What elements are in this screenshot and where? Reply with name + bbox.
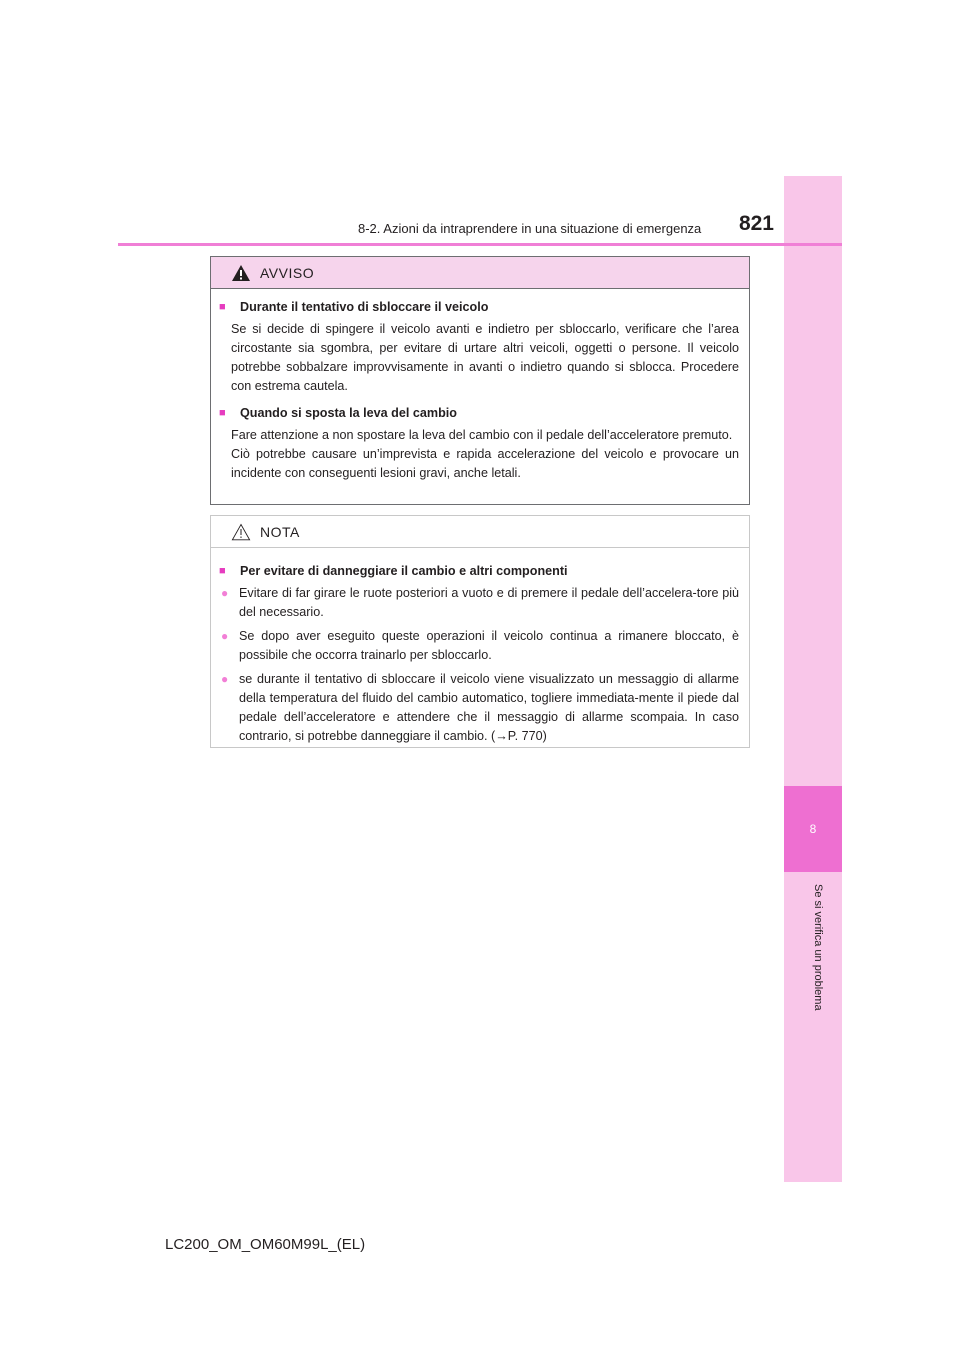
document-code: LC200_OM_OM60M99L_(EL)	[165, 1236, 366, 1253]
note-body	[211, 548, 749, 746]
warning-paragraph: Fare attenzione a non spostare la leva del cambio con il pedale dell’acceleratore premuto.	[231, 428, 733, 442]
warning-paragraph: Se si decide di spingere il veicolo avanti e indietro per sbloccarlo, verificare che l’area circostante sia sgombra, per evitare di urtare altri veicoli, oggetti o persone. Il veicolo potrebbe sobbalzare improvvisamente in avanti o indietro quando si sblocca. Procedere con estrema cautela.	[231, 322, 739, 393]
chapter-number-tab[interactable]: 8	[784, 786, 842, 872]
circle-bullet-icon: ●	[221, 586, 229, 600]
square-bullet-icon: ■	[219, 301, 226, 313]
note-header	[211, 516, 749, 548]
list-item: ● se durante il tentativo di sbloccare il veicolo viene visualizzato un messaggio di allarme della temperatura del fluido del cambio automatico, togliere immediata-mente il piede dal pedale dell’acceleratore e attendere che il messaggio di allarme scompaia. In caso contrario, si potrebbe danneggiare il cambio. (→P. 770)	[219, 670, 739, 746]
warning-section-title: ■ Quando si sposta la leva del cambio	[219, 404, 739, 423]
section-title: 8-2. Azioni da intraprendere in una situazione di emergenza	[358, 221, 702, 236]
warning-header	[211, 257, 749, 289]
list-item: ● Evitare di far girare le ruote posteriori a vuoto e di premere il pedale dell’accelera-tore più del necessario.	[219, 584, 739, 622]
circle-bullet-icon: ●	[221, 629, 229, 643]
chapter-label: Se si verifica un problema	[812, 884, 824, 1011]
warning-heading: AVVISO	[260, 264, 315, 281]
square-bullet-icon: ■	[219, 407, 226, 419]
header-divider	[118, 243, 842, 246]
list-item: ● Se dopo aver eseguito queste operazioni il veicolo continua a rimanere bloccato, è possibile che occorra trainarlo per sbloccarlo.	[219, 627, 739, 665]
warning-body	[211, 289, 749, 483]
note-section-title: ■ Per evitare di danneggiare il cambio e altri componenti	[219, 562, 739, 581]
note-heading: NOTA	[260, 523, 300, 540]
warning-box	[210, 256, 750, 505]
warning-paragraph: Ciò potrebbe causare un’imprevista e rapida accelerazione del veicolo e provocare un incidente con conseguenti lesioni gravi, anche letali.	[231, 447, 739, 480]
circle-bullet-icon: ●	[221, 672, 229, 686]
warning-icon	[231, 264, 251, 282]
page-number: 821	[738, 212, 774, 235]
caution-icon	[231, 523, 251, 541]
note-box	[210, 515, 750, 748]
square-bullet-icon: ■	[219, 565, 226, 577]
warning-section-title: ■ Durante il tentativo di sbloccare il veicolo	[219, 298, 739, 317]
